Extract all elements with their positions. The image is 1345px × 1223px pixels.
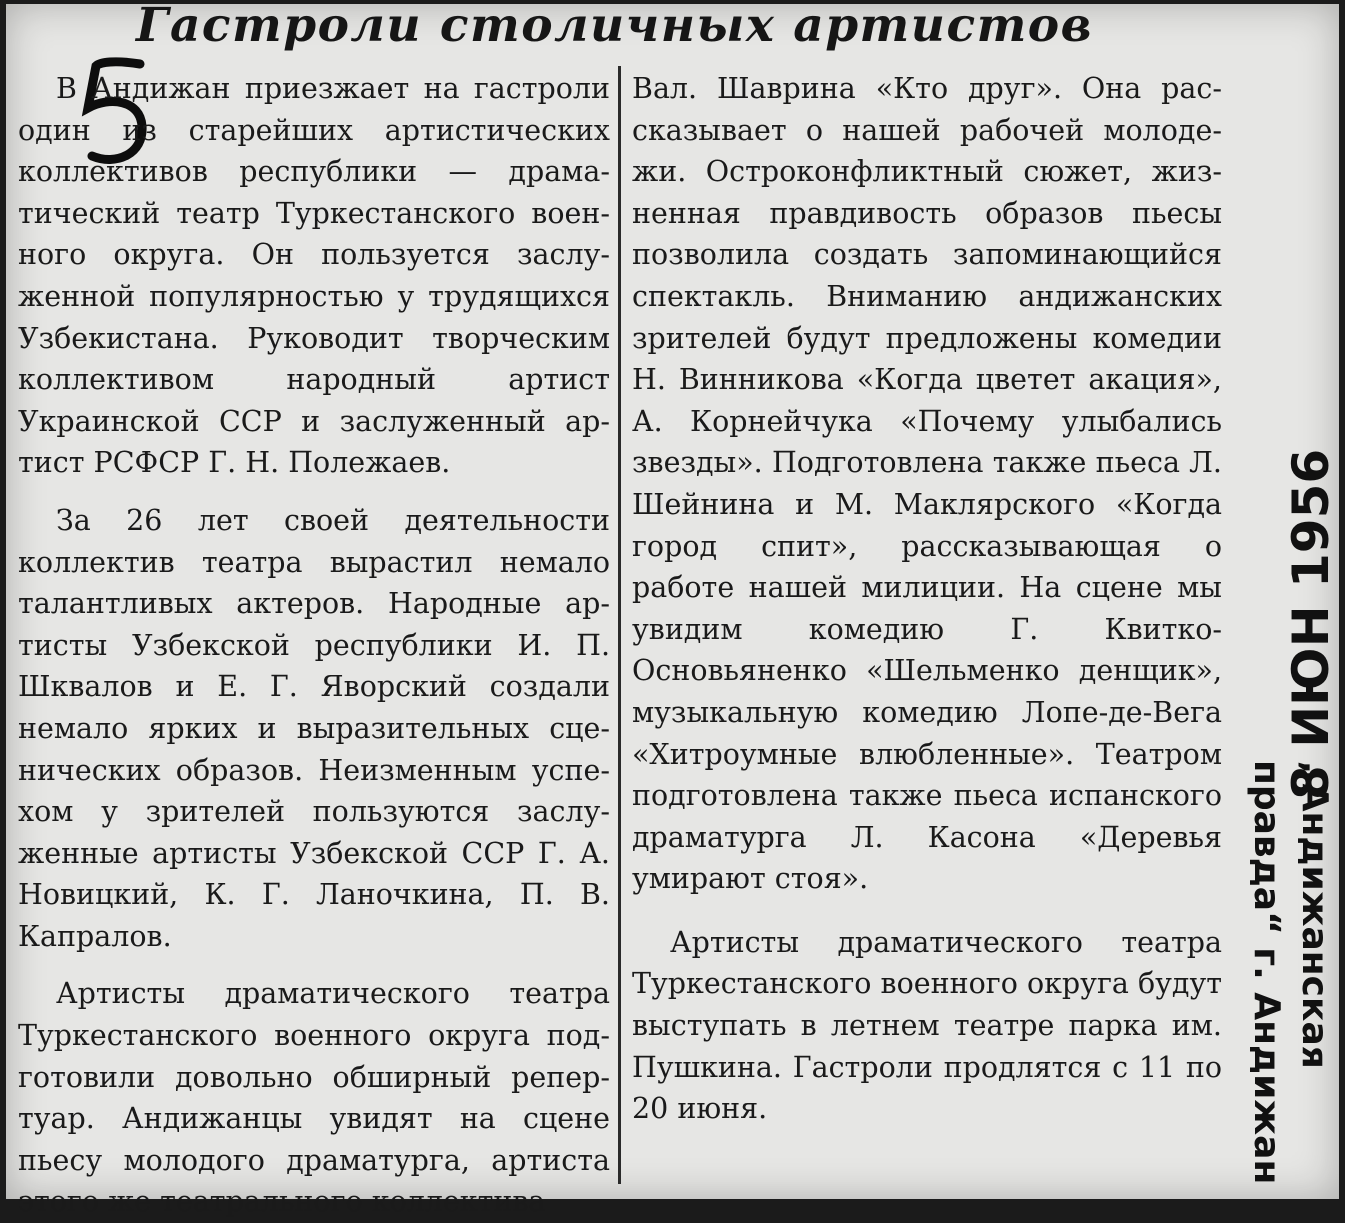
paragraph: В Андижан приезжает на гастроли один из старейших артистических коллективов республики — драматический театр Туркестанского военного округа. Он пользуется заслуженной популярностью у трудящихся Узбекистана. Руководит творческим коллективом народный артист Украинской ССР и заслуженный артист РСФСР Г. Н. Полежаев. <box>18 72 610 480</box>
stamp-date: 8 ИЮН 1956 <box>1282 448 1340 800</box>
right-column <box>632 68 1222 1130</box>
column-divider <box>618 66 621 1184</box>
article-headline: Гастроли столичных артистов <box>136 0 1094 53</box>
stamp-source: „Андижанская правда“ г. Андижан <box>1246 760 1335 1185</box>
date-stamp <box>1228 448 1340 1200</box>
paragraph: Вал. Шаврина «Кто друг». Она рассказывает о нашей рабочей молодежи. Остроконфликтный сюжет, жизненная правдивость образов пьесы позволила создать запоминающийся спектакль. Вниманию андижанских зрителей будут предложены комедии Н. Винникова «Когда цветет акация», А. Корнейчука «Почему улыбались звезды». Подготовлена также пьеса Л. Шейнина и М. Маклярского «Когда город спит», рассказывающая о работе нашей милиции. На сцене мы увидим комедию Г. Квитко-Основьяненко «Шельменко денщик», музыкальную комедию Лопе-де-Вега «Хитроумные влюбленные». Театром подготовлена также пьеса испанского драматурга Л. Касона «Деревья умирают стоя». <box>632 72 1222 896</box>
paragraph: Артисты драматического театра Туркестанского военного округа подготовили довольно обширный репертуар. Андижанцы увидят на сцене пьесу молодого драматурга, артиста этого же театрального коллектива <box>18 977 610 1219</box>
paragraph: Артисты драматического театра Туркестанского военного округа будут выступать в летнем театре парка им. Пушкина. Гастроли продлятся с 11 по 20 июня. <box>632 925 1222 1126</box>
paragraph: За 26 лет своей деятельности коллектив театра вырастил немало талантливых актеров. Народные артисты Узбекской республики И. П. Шквалов и Е. Г. Яворский создали немало ярких и выразительных сценических образов. Неизменным успехом у зрителей пользуются заслуженные артисты Узбекской ССР Г. А. Новицкий, К. Г. Ланочкина, П. В. Капралов. <box>18 503 610 953</box>
newspaper-clipping <box>6 0 1340 1219</box>
left-column <box>18 68 610 1223</box>
